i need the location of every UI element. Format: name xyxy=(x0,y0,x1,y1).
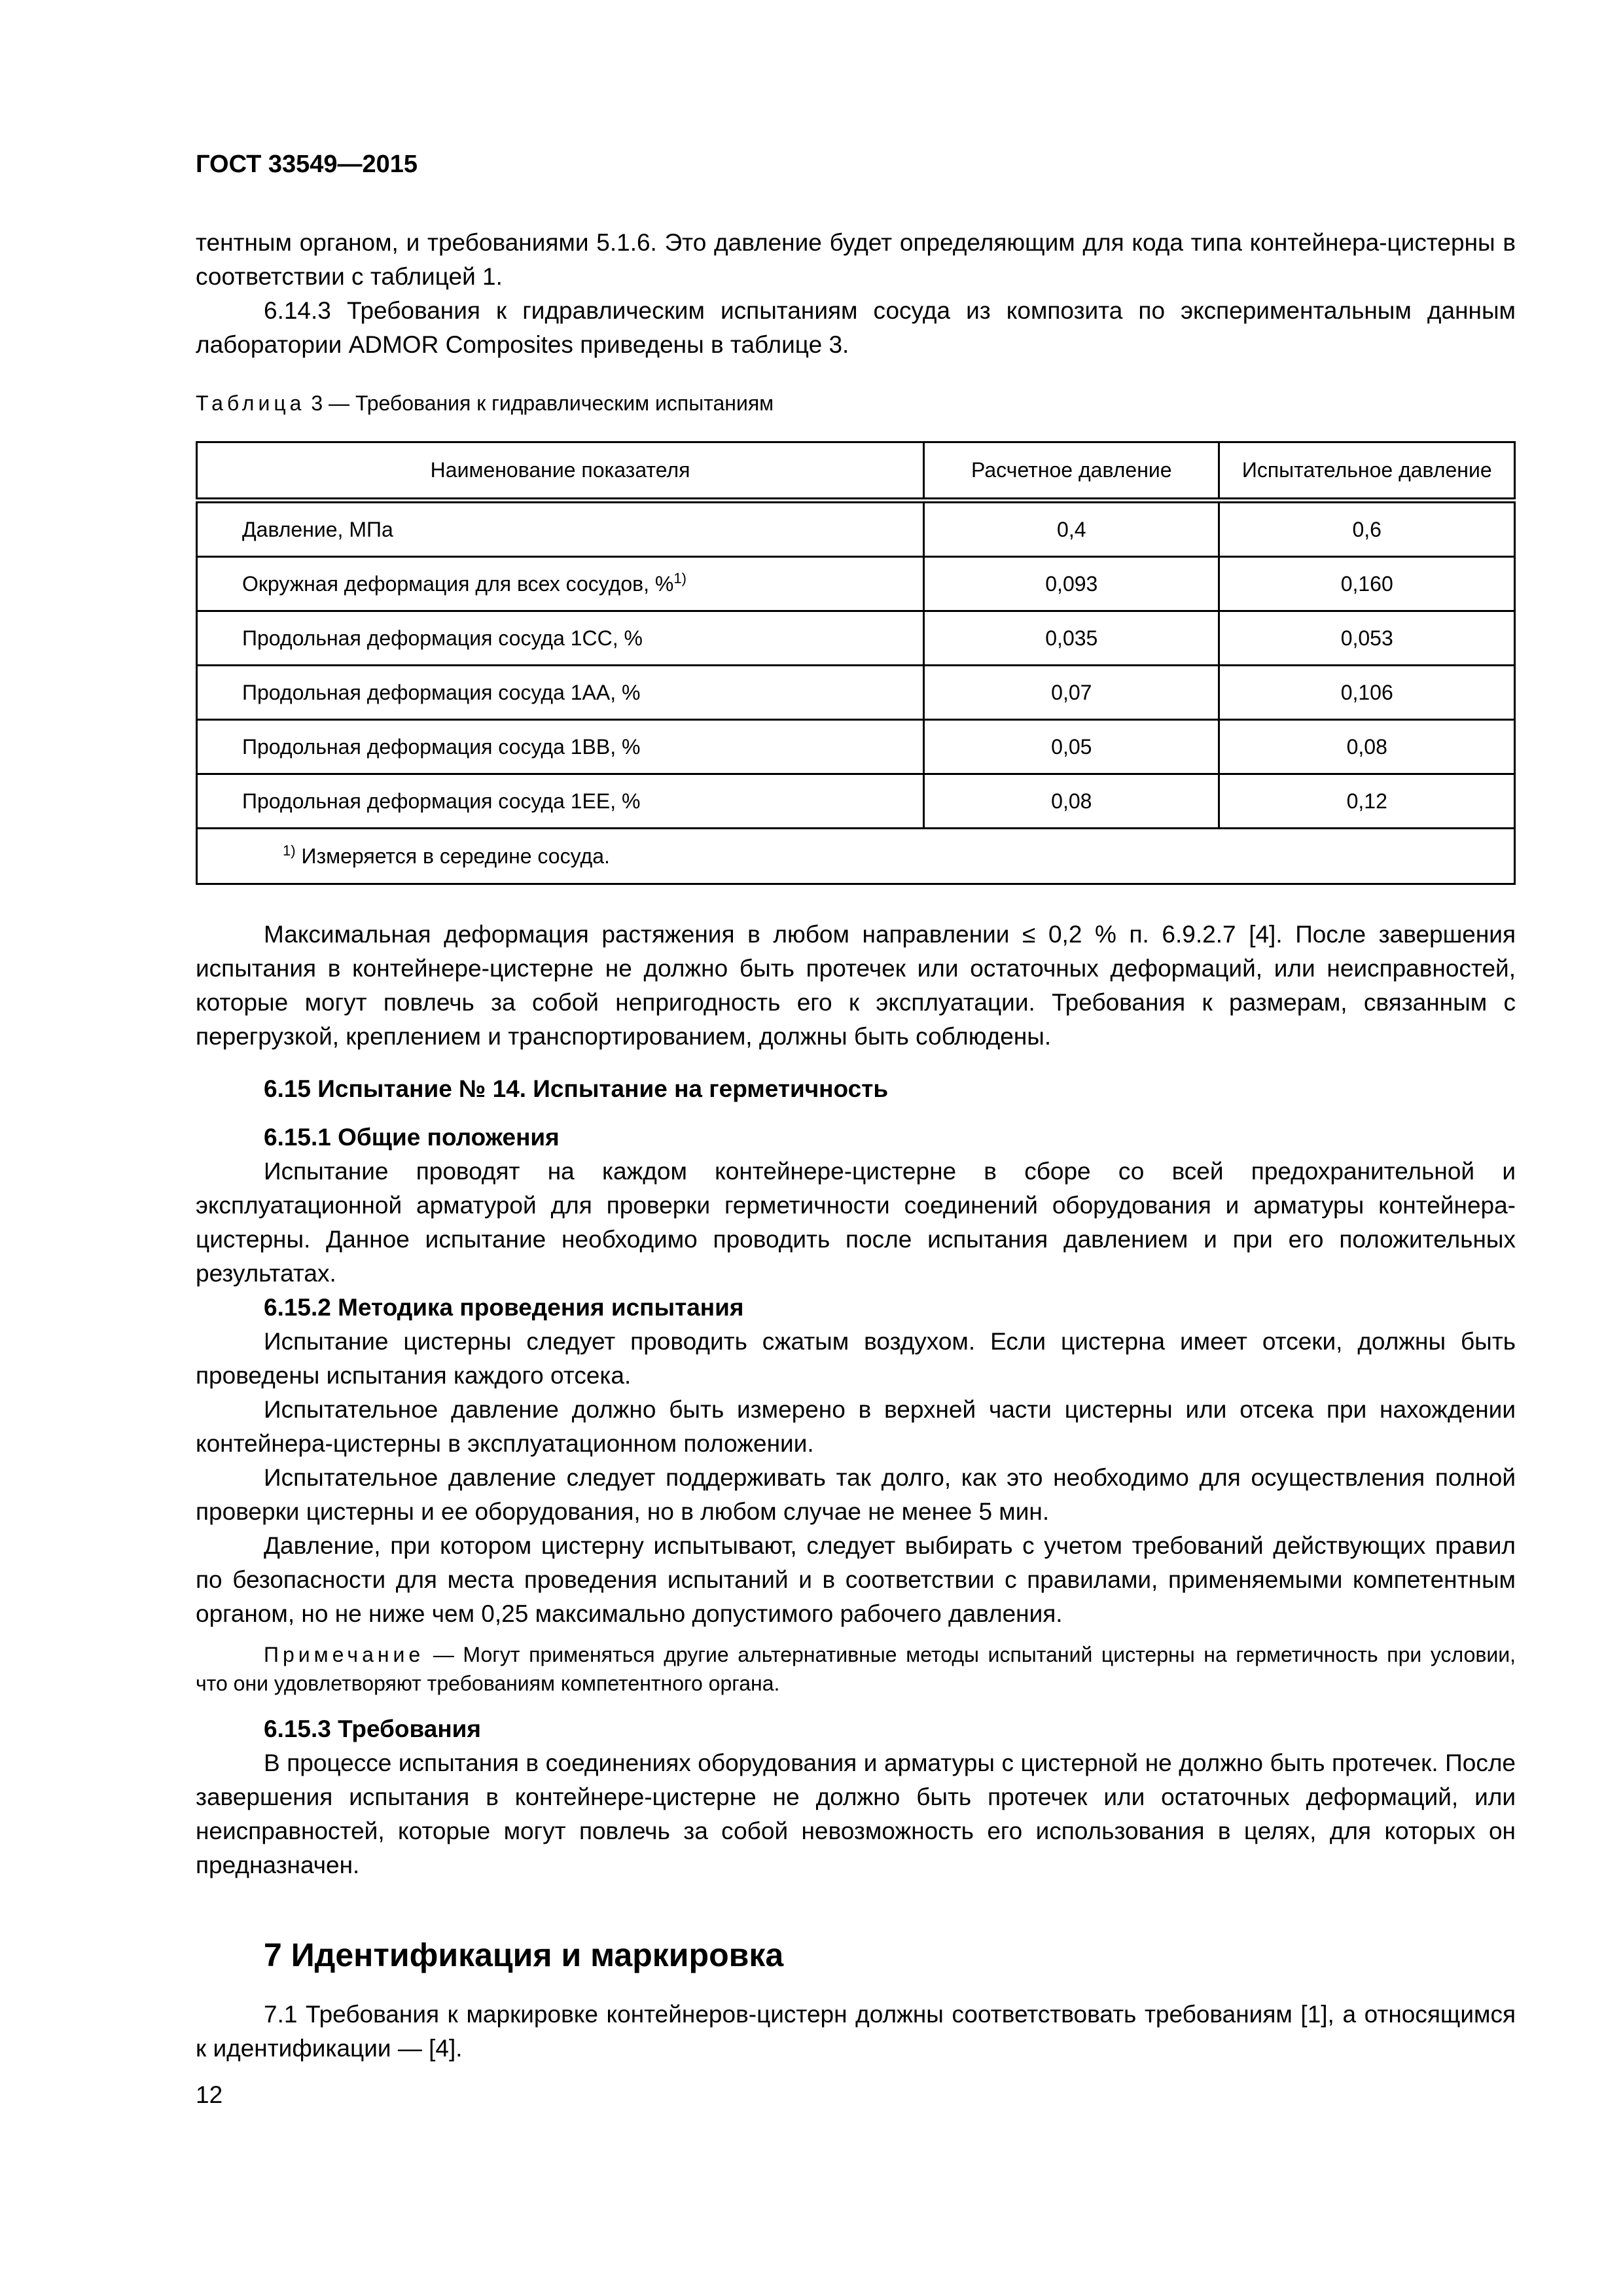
table-header-row xyxy=(197,442,1515,501)
paragraph: Испытательное давление должно быть измерено в верхней части цистерны или отсека при нахождении контейнера-цистерны в эксплуатационном положении. xyxy=(196,1396,1516,1457)
indicator-name-cell xyxy=(197,501,924,557)
paragraph: Испытание проводят на каждом контейнере-цистерне в сборе со всей предохранительной и эксплуатационной арматурой для проверки герметичности соединений оборудования и арматуры контейнера-цистерны. Данное испытание необходимо проводить после испытания давлением и при его положительных результатах. xyxy=(196,1158,1516,1287)
paragraph: В процессе испытания в соединениях оборудования и арматуры с цистерной не должно быть протечек. После завершения испытания в контейнере-цистерне не должно быть протечек или остаточных деформаций, или неисправностей, которые могут повлечь за собой невозможность его использования в целях, для которых он предназначен. xyxy=(196,1749,1516,1878)
calc-pressure-cell: 0,035 xyxy=(924,611,1219,666)
test-pressure-cell: 0,053 xyxy=(1219,611,1515,666)
column-header: Наименование показателя xyxy=(197,442,924,501)
indicator-name-cell xyxy=(197,774,924,829)
indicator-name: Давление, МПа xyxy=(242,517,393,541)
test-pressure-cell: 0,08 xyxy=(1219,720,1515,774)
table-footnote-row xyxy=(197,829,1515,884)
indicator-name: Продольная деформация сосуда 1ЕЕ, % xyxy=(242,789,641,813)
indicator-name-cell xyxy=(197,666,924,720)
section-heading: 6.15 Испытание № 14. Испытание на герметичность xyxy=(264,1075,889,1102)
table-row xyxy=(197,720,1515,774)
table-row xyxy=(197,501,1515,557)
table-row xyxy=(197,611,1515,666)
footnote-ref: 1) xyxy=(673,569,687,586)
hydraulic-test-table xyxy=(196,441,1516,885)
section-7-block xyxy=(196,1998,1516,2066)
indicator-name-cell xyxy=(197,720,924,774)
paragraph: 6.14.3 Требования к гидравлическим испытаниям сосуда из композита по экспериментальным данным лаборатории ADMOR Composites приведены в таблице 3. xyxy=(196,297,1516,358)
table-row xyxy=(197,666,1515,720)
paragraph: тентным органом, и требованиями 5.1.6. Это давление будет определяющим для кода типа контейнера-цистерны в соответствии с таблицей 1. xyxy=(196,229,1516,290)
note-text: — Могут применяться другие альтернативные методы испытаний цистерны на герметичность при условии, что они удовлетворяют требованиям компетентного органа. xyxy=(196,1643,1516,1695)
test-pressure-cell: 0,6 xyxy=(1219,501,1515,557)
paragraph: Давление, при котором цистерну испытывают, следует выбирать с учетом требований действующих правил по безопасности для места проведения испытаний и в соответствии с правилами, применяемыми компетентным органом, но не ниже чем 0,25 максимально допустимого рабочего давления. xyxy=(196,1532,1516,1627)
intro-block xyxy=(196,226,1516,362)
subsection-heading: 6.15.1 Общие положения xyxy=(264,1124,560,1151)
page-number: 12 xyxy=(196,2081,223,2108)
table-caption-label: Таблица xyxy=(196,391,306,415)
subsection-heading: 6.15.2 Методика проведения испытания xyxy=(264,1294,744,1321)
calc-pressure-cell: 0,093 xyxy=(924,557,1219,611)
indicator-name: Продольная деформация сосуда 1ВВ, % xyxy=(242,734,641,759)
table-row xyxy=(197,774,1515,829)
note xyxy=(196,1640,1516,1698)
paragraph: 7.1 Требования к маркировке контейнеров-цистерн должны соответствовать требованиям [1], а относящимся к идентификации — [4]. xyxy=(196,2001,1516,2062)
calc-pressure-cell: 0,4 xyxy=(924,501,1219,557)
note-label: Примечание xyxy=(264,1643,425,1666)
indicator-name-cell xyxy=(197,611,924,666)
calc-pressure-cell: 0,05 xyxy=(924,720,1219,774)
test-pressure-cell: 0,160 xyxy=(1219,557,1515,611)
column-header: Испытательное давление xyxy=(1219,442,1515,501)
section-heading: 7 Идентификация и маркировка xyxy=(264,1937,784,1973)
calc-pressure-cell: 0,08 xyxy=(924,774,1219,829)
indicator-name: Окружная деформация для всех сосудов, % xyxy=(242,571,674,596)
document-header: ГОСТ 33549—2015 xyxy=(196,151,418,178)
calc-pressure-cell: 0,07 xyxy=(924,666,1219,720)
indicator-name: Продольная деформация сосуда 1АА, % xyxy=(242,680,641,704)
table-caption xyxy=(196,391,774,416)
subsection-heading: 6.15.3 Требования xyxy=(264,1715,482,1742)
table-caption-text: 3 — Требования к гидравлическим испытаниям xyxy=(311,391,774,415)
indicator-name-cell xyxy=(197,557,924,611)
indicator-name: Продольная деформация сосуда 1СС, % xyxy=(242,626,643,650)
paragraph: Испытание цистерны следует проводить сжатым воздухом. Если цистерна имеет отсеки, должны быть проведены испытания каждого отсека. xyxy=(196,1328,1516,1389)
test-pressure-cell: 0,106 xyxy=(1219,666,1515,720)
test-pressure-cell: 0,12 xyxy=(1219,774,1515,829)
table-row xyxy=(197,557,1515,611)
section-6-15-block xyxy=(196,918,1516,1882)
paragraph: Максимальная деформация растяжения в любом направлении ≤ 0,2 % п. 6.9.2.7 [4]. После завершения испытания в контейнере-цистерне не должно быть протечек или остаточных деформаций, или неисправностей, которые могут повлечь за собой непригодность его к эксплуатации. Требования к размерам, связанным с перегрузкой, креплением и транспортированием, должны быть соблюдены. xyxy=(196,921,1516,1050)
paragraph: Испытательное давление следует поддерживать так долго, как это необходимо для осуществления полной проверки цистерны и ее оборудования, но в любом случае не менее 5 мин. xyxy=(196,1464,1516,1525)
footnote-text: Измеряется в середине сосуда. xyxy=(301,844,610,868)
footnote-mark: 1) xyxy=(283,842,296,859)
column-header: Расчетное давление xyxy=(924,442,1219,501)
